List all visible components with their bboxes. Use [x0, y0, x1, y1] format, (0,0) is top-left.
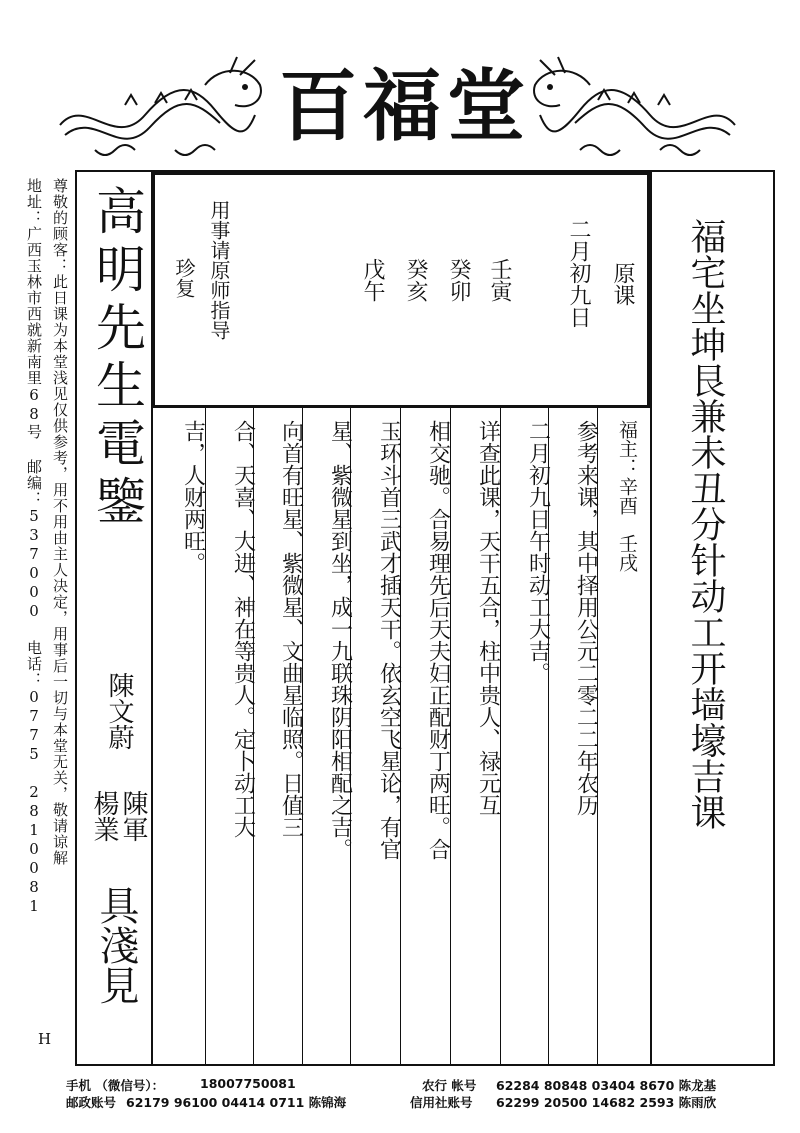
postal-account-label: 邮政账号 — [66, 1095, 117, 1110]
body-column: 二月初九日午时动工大吉。 — [525, 420, 551, 684]
body-column: 详查此课，天干五合，柱中贵人、禄元互 — [475, 420, 501, 816]
body-column: 合、天喜、大进、神在等贵人。定卜动工大 — [230, 420, 256, 838]
presented-text: 具淺見 — [93, 885, 139, 1005]
body-column: 向首有旺星、紫微星、文曲星临照。日值三 — [278, 420, 304, 838]
header — [0, 0, 800, 170]
author-name-2: 陳軍 — [118, 790, 148, 842]
author-name-1: 陳文蔚 — [104, 672, 134, 750]
margin-address: 地址：广西玉林市西就新南里68号 邮编：537000 电话：0775 2810081 — [25, 178, 43, 916]
credit-union-account-number: 62299 20500 14682 2593 陈雨欣 — [496, 1095, 717, 1110]
owner-label: 福主： — [616, 420, 638, 477]
margin-notice: 尊敬的顾客：此日课为本堂浅见仅供参考，用不用由主人决定，用事后一切与本堂无关，敬请谅解 — [51, 178, 69, 866]
main-title: 福宅坐坤艮兼未丑分针动工开墙壕吉课 — [685, 218, 726, 830]
body-column: 星、紫微星到坐，成一九联珠阴阳相配之吉。 — [327, 420, 353, 860]
credit-union-account-label: 信用社账号 — [410, 1095, 473, 1110]
owner-line — [612, 420, 642, 572]
body-column: 玉环斗首三武才插天干。依玄空飞星论，有官 — [376, 420, 402, 860]
phone-number: 18007750081 — [200, 1076, 296, 1091]
brand-title: 百福堂 — [278, 61, 531, 152]
owner-year: 辛酉 — [616, 477, 638, 515]
owner-month: 壬戌 — [616, 534, 638, 572]
postal-account-number: 62179 96100 04414 0711 陈锦海 — [126, 1095, 347, 1110]
phone-label: 手机 （微信号）： — [66, 1078, 165, 1093]
dragon-right-image — [525, 55, 740, 170]
original-lesson-label: 原课 — [610, 262, 635, 306]
author-name-3: 楊業 — [89, 790, 119, 842]
reply-text: 珍复 — [172, 258, 196, 298]
master-salutation: 高明先生電鑒 — [88, 185, 146, 533]
abc-account-number: 62284 80848 03404 8670 陈龙基 — [496, 1078, 717, 1093]
body-column: 相交驰。合易理先后天夫妇正配财丁两旺。合 — [425, 420, 451, 860]
dragon-left-image — [55, 55, 270, 170]
footer — [0, 1068, 800, 1133]
pillar-day: 癸亥 — [403, 258, 428, 302]
body-column: 吉，人财两旺。 — [180, 420, 206, 574]
abc-account-label: 农行 帐号 — [422, 1078, 477, 1093]
margin-mark: H — [38, 1030, 52, 1048]
instruction-text: 用事请原师指导 — [207, 200, 231, 340]
pillar-hour: 戊午 — [360, 258, 385, 302]
lunar-date: 二月初九日 — [566, 218, 591, 328]
body-column: 参考来课，其中择用公元二零二二年农历 — [573, 420, 599, 816]
pillar-month: 癸卯 — [446, 258, 471, 302]
pillar-year: 壬寅 — [487, 258, 512, 302]
